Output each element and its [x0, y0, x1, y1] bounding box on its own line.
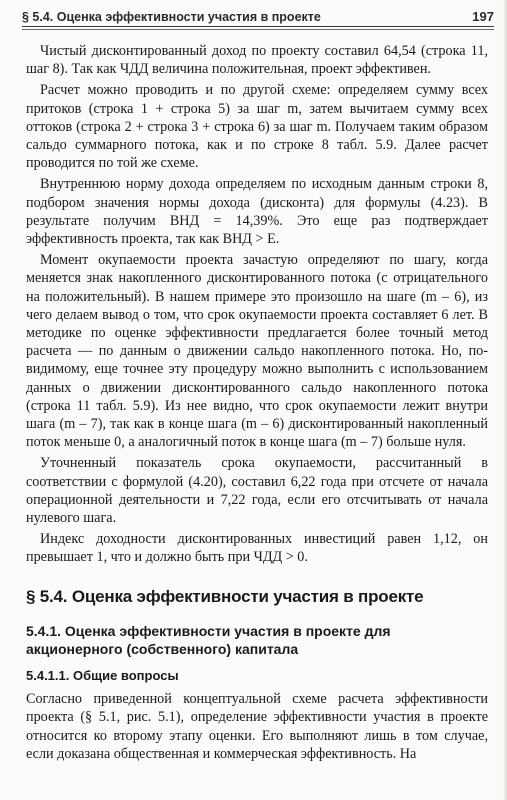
paragraph-refined-payback: Уточненный показатель срока окупаемости, рассчитанный в соответствии с формулой (4.20), составил 6,22 года при отсчете от начала операционной деятельности и 7,22 года, если его отсчитывать от начала нулевого шага.: [26, 455, 488, 527]
section-heading: § 5.4. Оценка эффективности участия в проекте: [26, 586, 424, 606]
paragraph-payback: Момент окупаемости проекта зачастую определяют по шагу, когда меняется знак накопленного дисконтированного потока (с отрицательного на положительный). В нашем примере это произошло на шаге (m – 6), из чего делаем вывод о том, что срок окупаемости проекта составляет 6 лет. В методике по оценке эффективности предлагается более точный метод расчета — по данным о движении сальдо накопленного потока. Но, по-видимому, еще точнее эту процедуру можно выполнить с использованием данных о движении дисконтированного сальдо накопленного потока (строка 11 табл. 5.9). Из нее видно, что срок окупаемости лежит внутри шага (m – 7), так как в конце шага (m – 6) дисконтированный накопленный поток меньше 0, а аналогичный поток в конце шага (m – 7) больше нуля.: [26, 252, 488, 451]
subsection-heading: 5.4.1. Оценка эффективности участия в проекте для акционерного (собственного) капитала: [26, 622, 391, 657]
subsubsection-heading: 5.4.1.1. Общие вопросы: [26, 667, 179, 683]
header-rule-secondary: [22, 29, 494, 30]
page-body: [26, 42, 488, 763]
paragraph-alternative-scheme: Расчет можно проводить и по другой схеме: определяем сумму всех притоков (строка 1 + строка 5) за шаг m, затем вычитаем сумму всех оттоков (строка 2 + строка 3 + строка 6) за шаг m. Получаем таким образом сальдо суммарного потока, как и по строке 8 табл. 5.9. Далее расчет проводится по той же схеме.: [26, 82, 488, 172]
running-header: [22, 6, 494, 28]
page-number: 197: [472, 9, 494, 24]
header-rule: [22, 26, 494, 27]
paragraph-participation-intro: Согласно приведенной концептуальной схеме расчета эффективности проекта (§ 5.1, рис. 5.1), определение эффективности участия в проекте относится ко второму этапу оценки. Его выполняют лишь в том случае, если доказана общественная и коммерческая эффективность. На: [26, 691, 488, 762]
paragraph-npv-result: Чистый дисконтированный доход по проекту составил 64,54 (строка 11, шаг 8). Так как ЧДД величина положительная, проект эффективен.: [26, 43, 488, 78]
paragraph-irr: Внутреннюю норму дохода определяем по исходным данным строки 8, подбором значения нормы дохода (дисконта) для формулы (4.23). В результате получим ВНД = 14,39%. Это еще раз подтверждает эффективность проекта, так как ВНД > Е.: [26, 176, 488, 248]
paragraph-profitability-index: Индекс доходности дисконтированных инвестиций равен 1,12, он превышает 1, что и должно быть при ЧДД > 0.: [26, 531, 488, 566]
page-edge-shadow: [503, 0, 507, 800]
running-title: § 5.4. Оценка эффективности участия в проекте: [22, 10, 321, 24]
